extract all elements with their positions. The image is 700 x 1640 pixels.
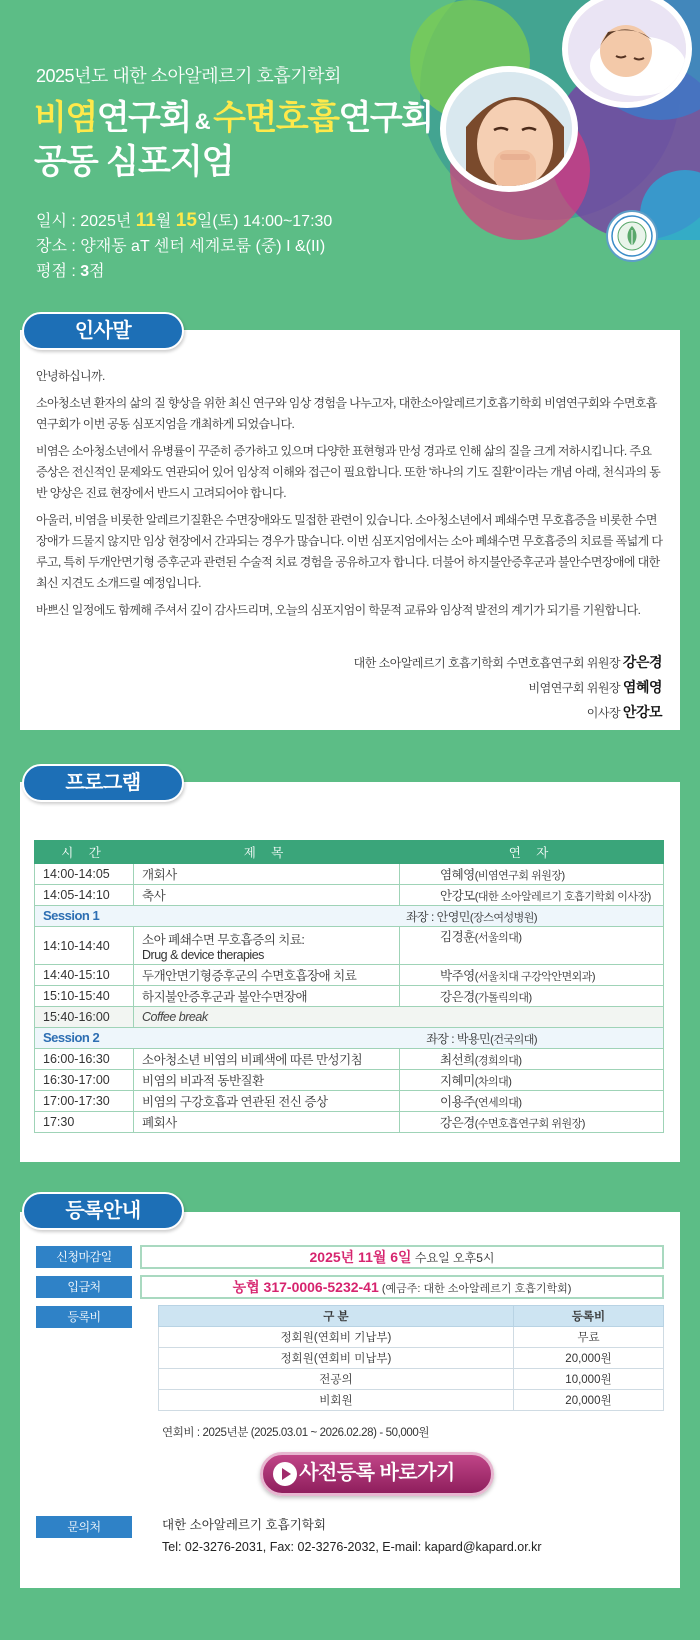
program-speaker bbox=[400, 927, 664, 965]
fee-table bbox=[158, 1305, 664, 1411]
title-ampersand: & bbox=[194, 109, 210, 134]
fee-type: 전공의 bbox=[159, 1369, 514, 1390]
speaker-name: 염혜영 bbox=[440, 868, 475, 882]
program-title bbox=[134, 986, 400, 1007]
pre-registration-label: 사전등록 바로가기 bbox=[299, 1462, 455, 1484]
signature-line bbox=[354, 700, 662, 725]
session-cell bbox=[35, 906, 664, 927]
program-title-text: 비염의 비과적 동반질환 bbox=[142, 1074, 264, 1088]
fee-header-row bbox=[159, 1306, 664, 1327]
contact-label: 문의처 bbox=[36, 1516, 132, 1538]
program-title-text: 폐회사 bbox=[142, 1116, 177, 1130]
program-speaker bbox=[400, 885, 664, 906]
signature-name: 안강모 bbox=[622, 704, 662, 720]
speaker-affiliation: (비염연구회 위원장) bbox=[474, 870, 565, 882]
program-speaker bbox=[400, 1070, 664, 1091]
signature-line bbox=[354, 650, 662, 675]
program-speaker bbox=[400, 1091, 664, 1112]
program-row bbox=[35, 1091, 664, 1112]
event-date: 일시 : 2025년 11월 15일(토) 14:00~17:30 bbox=[36, 210, 333, 231]
chair-name: 좌장 : 안영민 bbox=[405, 909, 470, 924]
program-title bbox=[134, 864, 400, 885]
program-title bbox=[134, 1049, 400, 1070]
contact-info bbox=[162, 1514, 542, 1558]
chair-affiliation: (건국의대) bbox=[490, 1033, 537, 1046]
speaker-affiliation: (서울의대) bbox=[474, 932, 522, 944]
program-time: 17:00-17:30 bbox=[35, 1091, 134, 1112]
header-speaker: 연 자 bbox=[400, 841, 664, 864]
coffee-break-title: Coffee break bbox=[134, 1007, 664, 1028]
signature-name: 염혜영 bbox=[622, 679, 662, 695]
program-time: 17:30 bbox=[35, 1112, 134, 1133]
header-title: 제 목 bbox=[134, 841, 400, 864]
program-time: 16:00-16:30 bbox=[35, 1049, 134, 1070]
greeting-paragraph: 바쁘신 일정에도 함께해 주셔서 깊이 감사드리며, 오늘의 심포지엄이 학문적 교류와 임상적 발전의 계기가 되기를 기원합니다. bbox=[36, 603, 641, 617]
program-speaker bbox=[400, 1049, 664, 1070]
program-title-text: 소아청소년 비염의 비폐색에 따른 만성기침 bbox=[142, 1053, 363, 1067]
speaker-affiliation: (가톨릭의대) bbox=[474, 992, 532, 1004]
program-header-row bbox=[35, 841, 664, 864]
title-research-group-a: 연구회 bbox=[96, 99, 191, 137]
program-panel bbox=[20, 782, 680, 1162]
speaker-affiliation: (연세의대) bbox=[474, 1097, 522, 1109]
program-row bbox=[35, 927, 664, 965]
signature-line bbox=[354, 675, 662, 700]
program-row bbox=[35, 1112, 664, 1133]
event-venue: 장소 : 양재동 aT 센터 세계로룸 (중) I &(II) bbox=[36, 238, 326, 255]
greeting-panel bbox=[20, 330, 680, 730]
signature-role: 대한 소아알레르기 호흡기학회 수면호흡연구회 위원장 bbox=[353, 656, 623, 670]
speaker-name: 안강모 bbox=[440, 889, 475, 903]
deadline-value: 2025년 11월 6일 수요일 오후5시 bbox=[140, 1245, 664, 1269]
speaker-name: 박주영 bbox=[440, 969, 475, 983]
signature-role: 비염연구회 위원장 bbox=[528, 681, 623, 695]
fee-label: 등록비 bbox=[36, 1306, 132, 1328]
fee-row bbox=[159, 1390, 664, 1411]
speaker-name: 김경훈 bbox=[440, 930, 475, 944]
program-title-sub: Drug & device therapies bbox=[142, 947, 264, 962]
session-label: Session 2 bbox=[43, 1029, 100, 1045]
session-label: Session 1 bbox=[43, 907, 100, 923]
fee-row bbox=[159, 1327, 664, 1348]
program-time: 14:00-14:05 bbox=[35, 864, 134, 885]
program-time: 15:10-15:40 bbox=[35, 986, 134, 1007]
fee-type: 정회원(연회비 미납부) bbox=[159, 1348, 514, 1369]
program-title-text: 비염의 구강호흡과 연관된 전신 증상 bbox=[142, 1095, 328, 1109]
event-info bbox=[36, 208, 332, 284]
title-line-2: 공동 심포지엄 bbox=[34, 143, 234, 181]
annual-fee-note: 연회비 : 2025년분 (2025.03.01 ~ 2026.02.28) - 50,000원 bbox=[162, 1427, 430, 1439]
program-time: 16:30-17:00 bbox=[35, 1070, 134, 1091]
program-speaker bbox=[400, 965, 664, 986]
program-speaker bbox=[400, 1112, 664, 1133]
program-title-text: 소아 폐쇄수면 무호흡증의 치료: bbox=[142, 932, 305, 947]
program-title-text: 두개안면기형증후군의 수면호흡장애 치료 bbox=[142, 969, 357, 983]
tab-greeting: 인사말 bbox=[22, 312, 184, 350]
contact-org: 대한 소아알레르기 호흡기학회 bbox=[162, 1518, 326, 1532]
speaker-name: 이용주 bbox=[440, 1095, 475, 1109]
fee-row bbox=[159, 1348, 664, 1369]
session-row bbox=[35, 906, 664, 927]
fee-amount: 20,000원 bbox=[513, 1390, 663, 1411]
program-title-text: 축사 bbox=[142, 889, 166, 903]
fee-amount: 20,000원 bbox=[513, 1348, 663, 1369]
greeting-body bbox=[20, 330, 680, 621]
speaker-name: 강은경 bbox=[440, 1116, 475, 1130]
program-row bbox=[35, 885, 664, 906]
account-value: 농협 317-0006-5232-41 (예금주: 대한 소아알레르기 호흡기학회) bbox=[140, 1275, 664, 1299]
chair-affiliation: (장스여성병원) bbox=[469, 911, 537, 924]
signature-name: 강은경 bbox=[622, 654, 662, 670]
header-time: 시 간 bbox=[35, 841, 134, 864]
greeting-paragraph: 비염은 소아청소년에서 유병률이 꾸준히 증가하고 있으며 다양한 표현형과 만성 경과로 인해 삶의 질을 크게 저하시킵니다. 주요 증상은 전신적인 문제와도 연관되어 있어 임상적 이해와 접근이 필요합니다. 또한 '하나의 기도 질환'이라는 개념 아래, 천식과의 동반 양상은 진료 현장에서 반드시 고려되어야 합니다. bbox=[36, 444, 661, 500]
tab-program: 프로그램 bbox=[22, 764, 184, 802]
speaker-name: 지혜미 bbox=[440, 1074, 475, 1088]
title-sleep-breathing: 수면호흡 bbox=[213, 99, 339, 137]
fee-amount: 10,000원 bbox=[513, 1369, 663, 1390]
chair-name: 좌장 : 박용민 bbox=[426, 1031, 491, 1046]
program-row bbox=[35, 1070, 664, 1091]
program-row bbox=[35, 864, 664, 885]
speaker-affiliation: (대한 소아알레르기 호흡기학회 이사장) bbox=[474, 891, 651, 903]
tab-registration: 등록안내 bbox=[22, 1192, 184, 1230]
program-title bbox=[134, 1070, 400, 1091]
speaker-name: 강은경 bbox=[440, 990, 475, 1004]
greeting-signature bbox=[354, 650, 662, 725]
program-title bbox=[134, 965, 400, 986]
program-title bbox=[134, 885, 400, 906]
session-chair bbox=[426, 1030, 537, 1047]
event-points: 평점 : 3점 bbox=[36, 263, 105, 280]
session-row bbox=[35, 1028, 664, 1049]
program-title bbox=[134, 1091, 400, 1112]
signature-role: 이사장 bbox=[586, 706, 623, 720]
society-emblem-logo bbox=[606, 210, 658, 262]
program-speaker bbox=[400, 864, 664, 885]
program-row bbox=[35, 986, 664, 1007]
pre-registration-button[interactable] bbox=[260, 1452, 494, 1496]
registration-panel bbox=[20, 1212, 680, 1588]
program-row bbox=[35, 965, 664, 986]
program-row bbox=[35, 1049, 664, 1070]
hero-header bbox=[0, 0, 700, 310]
program-time: 15:40-16:00 bbox=[35, 1007, 134, 1028]
contact-details: Tel: 02-3276-2031, Fax: 02-3276-2032, E-mail: kapard@kapard.or.kr bbox=[162, 1540, 542, 1554]
title-research-group-b: 연구회 bbox=[338, 99, 433, 137]
title-rhinitis: 비염 bbox=[34, 99, 97, 137]
program-title bbox=[134, 927, 400, 965]
program-time: 14:05-14:10 bbox=[35, 885, 134, 906]
speaker-affiliation: (경희의대) bbox=[474, 1055, 522, 1067]
account-label: 입금처 bbox=[36, 1276, 132, 1298]
program-time: 14:40-15:10 bbox=[35, 965, 134, 986]
fee-type: 정회원(연회비 기납부) bbox=[159, 1327, 514, 1348]
program-title bbox=[134, 1112, 400, 1133]
session-chair bbox=[406, 908, 537, 925]
fee-row bbox=[159, 1369, 664, 1390]
fee-amount: 무료 bbox=[513, 1327, 663, 1348]
greeting-paragraph: 안녕하십니까. bbox=[36, 369, 105, 383]
play-icon bbox=[273, 1462, 297, 1486]
coffee-break-row bbox=[35, 1007, 664, 1028]
org-line: 2025년도 대한 소아알레르기 호흡기학회 bbox=[36, 66, 341, 86]
program-table bbox=[34, 840, 664, 1133]
title-line-1 bbox=[34, 90, 433, 139]
deadline-label: 신청마감일 bbox=[36, 1246, 132, 1268]
greeting-paragraph: 아울러, 비염을 비롯한 알레르기질환은 수면장애와도 밀접한 관련이 있습니다. 소아청소년에서 폐쇄수면 무호흡증을 비롯한 수면장애가 드물지 않지만 임상 현장에서 간과되는 경우가 많습니다. 이번 심포지엄에서는 소아 폐쇄수면 무호흡증의 치료를 폭넓게 다루고, 특히 두개안면기형 증후군과 관련된 수술적 치료 경험을 공유하고자 합니다. 더불어 하지불안증후군과 불안수면장애에 대한 최신 지견도 소개드릴 예정입니다. bbox=[36, 513, 663, 590]
greeting-paragraph: 소아청소년 환자의 삶의 질 향상을 위한 최신 연구와 임상 경험을 나누고자, 대한소아알레르기호흡기학회 비염연구회와 수면호흡연구회가 이번 공동 심포지엄을 개최하게 되었습니다. bbox=[36, 396, 657, 431]
speaker-affiliation: (수면호흡연구회 위원장) bbox=[474, 1118, 585, 1130]
program-title-text: 하지불안증후군과 불안수면장애 bbox=[142, 990, 308, 1004]
fee-header-type: 구 분 bbox=[159, 1306, 514, 1327]
yawning-child-photo bbox=[440, 66, 578, 192]
session-cell bbox=[35, 1028, 664, 1049]
speaker-affiliation: (서울치대 구강악안면외과) bbox=[474, 971, 596, 983]
program-title-text: 개회사 bbox=[142, 868, 177, 882]
program-speaker bbox=[400, 986, 664, 1007]
fee-header-amount: 등록비 bbox=[513, 1306, 663, 1327]
program-time: 14:10-14:40 bbox=[35, 927, 134, 965]
fee-type: 비회원 bbox=[159, 1390, 514, 1411]
speaker-name: 최선희 bbox=[440, 1053, 475, 1067]
speaker-affiliation: (차의대) bbox=[474, 1076, 512, 1088]
